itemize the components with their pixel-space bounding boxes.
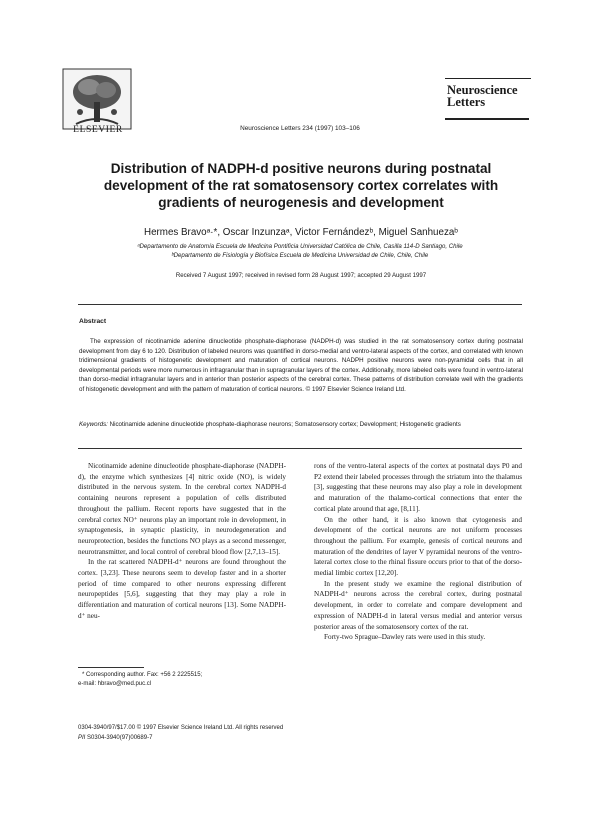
pii-value: S0304-3940(97)00689-7 [87,734,153,741]
publisher-name: ELSEVIER [73,125,123,135]
journal-rule-top [445,78,531,79]
journal-rule-bottom [445,118,529,120]
affiliation-b: ᵇDepartamento de Fisiología y Biofísica Escuela de Medicina Universidad de Chile, Chile, Chile [171,252,429,259]
body-paragraph: In the present study we examine the regional distribution of NADPH-d⁺ neurons across the cerebral cortex, during postnatal development, in order to correlate and compare development and expression of NADPH-d in lateral versus medial and anterior versus posterior areas of the somatosensory cortex of the rat. [314,579,522,631]
journal-citation: Neuroscience Letters 234 (1997) 103–106 [240,125,360,132]
abstract-heading: Abstract [79,318,107,325]
pii-line [78,734,378,744]
footnote-rule [78,667,144,668]
journal-name-line2: Letters [447,95,486,109]
copyright-line: 0304-3940/97/$17.00 © 1997 Elsevier Science Ireland Ltd. All rights reserved [78,725,284,731]
body-paragraph: Nicotinamide adenine dinucleotide phosphate-diaphorase (NADPH-d), the enzyme which synthesizes [4] nitric oxide (NO), is widely distributed in the nervous system. In the cerebral cortex NADPH-d containing neurons represent a population of cells distributed throughout the pallium. Recent reports have suggested that in the cerebral cortex NO⁺ neurons play an important role in development, in synaptogenesis, in synaptic plasticity, in neurodegeneration and neuroprotection, besides the functions NO plays as a second messenger, neurotransmitter, and local control of cerebral blood flow [2,7,13–15]. [78,462,286,556]
pii-label: PII [78,734,86,741]
keywords [79,420,523,430]
keywords-label: Keywords: [79,421,108,428]
copyright-block [78,724,378,743]
corresponding-author-note: * Corresponding author. Fax: +56 2 2225515; [82,672,203,678]
body-paragraph: rons of the ventro-lateral aspects of the cortex at postnatal days P0 and P2 extend their labeled processes through the striatum into the thalamus [3], suggesting that these neurons may also play a role in development and maturation of the thalamo-cortical connections that enter the cortical plate around that age, [8,11]. [314,462,522,513]
elsevier-tree-logo [62,68,132,130]
footnote [78,671,288,689]
email-note: e-mail: hbravo@med.puc.cl [78,681,152,687]
journal-logo [447,84,518,108]
article-dates: Received 7 August 1997; received in revised form 28 August 1997; accepted 29 August 1997 [175,272,427,279]
body-paragraph: Forty-two Sprague–Dawley rats were used in this study. [324,633,486,642]
keywords-text: Nicotinamide adenine dinucleotide phosphate-diaphorase neurons; Somatosensory cortex; Development; Histogenetic gradients [109,421,461,428]
body-paragraph: On the other hand, it is also known that cytogenesis and development of the cortical neurons are not uniform processes throughout the pallium. For example, genesis of cortical neurons and maturation of the dendrites of layer V pyramidal neurons of the ventro-lateral cortex close to the rhinal fissure occurs prior to that of the dorso-medial limbic cortex [12,20]. [314,515,522,578]
author-list: Hermes Bravoᵃ·*, Oscar Inzunzaᵃ, Victor Fernándezᵇ, Miguel Sanhuezaᵇ [144,227,458,238]
journal-name-line1: Neuroscience [447,83,518,97]
abstract-rule-bottom [78,448,522,449]
body-column-right [314,461,522,643]
abstract-text: The expression of nicotinamide adenine dinucleotide phosphate-diaphorase (NADPH-d) was studied in the rat somatosensory cortex during postnatal development from day 6 to 120. Distribution of labeled neurons was quantified in dorso-medial and ventro-lateral aspects of the cortex, and correlated with known tridimensional gradients of histogenetic development and maturation of cortical neurons. NADPH positive neurons were non-pyramidal cells that in all developmental periods were more numerous in infragranular than in supragranular layers of the cortex. Additionally, more labeled cells were found in ventro-lateral than dorso-medial infragranular layers and in anterior than posterior aspects of the cerebral cortex. These patterns of distribution correlate well with the gradients of histogenetic development and with the pattern of maturation of cortical neurons. © 1997 Elsevier Science Ireland Ltd. [79,338,523,393]
abstract-rule-top [78,304,522,305]
body-column-left [78,461,286,622]
article-title: Distribution of NADPH-d positive neurons during postnatal development of the rat somatosensory cortex correlates with gradients of neurogenesis and development [103,161,499,210]
affiliation-a: ᵃDepartamento de Anatomía Escuela de Medicina Pontificia Universidad Católica de Chile, Casilla 114-D Santiago, Chile [137,243,463,250]
body-paragraph: In the rat scattered NADPH-d⁺ neurons are found throughout the cortex. [3,23]. These neurons seem to develop faster and in a shorter period of time compared to other neurons expressing different neuropeptides [5,6], suggesting that they may play a role in differentiation and maturation of cortical neurons [13]. Some NADPH-d⁺ neu- [78,558,286,620]
